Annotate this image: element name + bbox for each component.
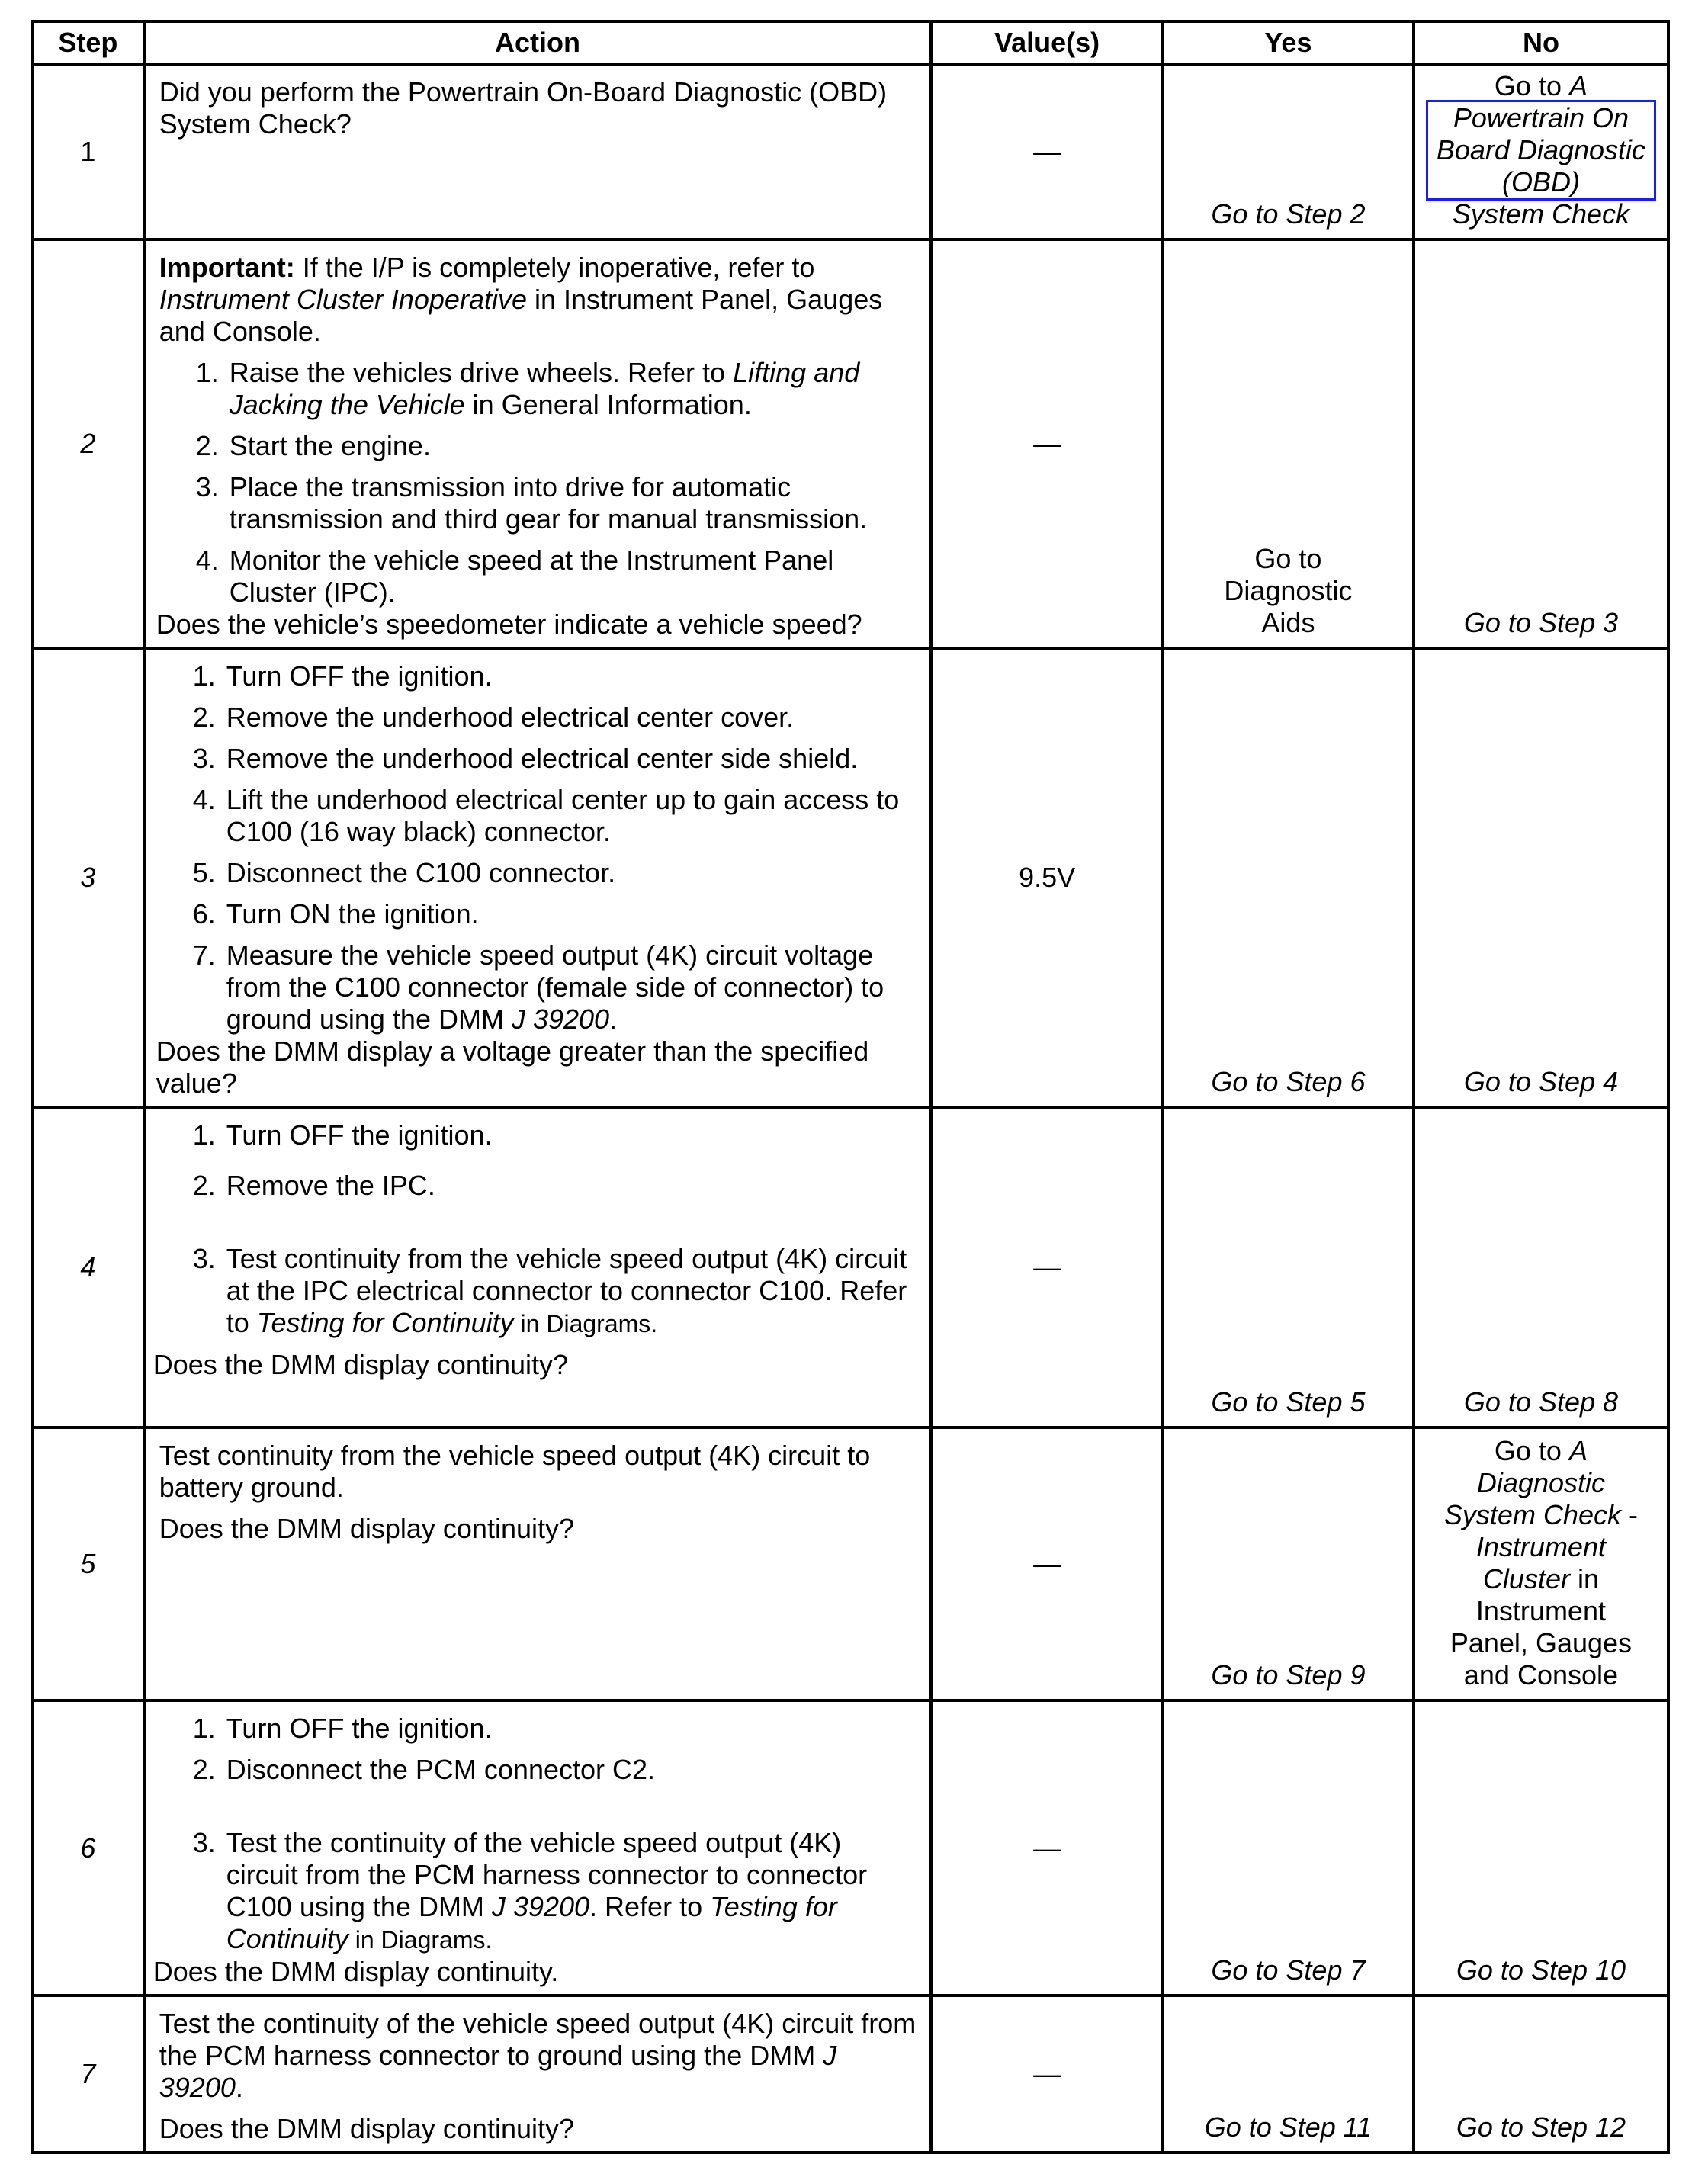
goto-step-link[interactable]: Go to Step 7 <box>1211 1954 1366 1986</box>
step-text: Raise the vehicles drive wheels. Refer to <box>229 357 734 388</box>
no-cell <box>1414 64 1668 239</box>
yes-cell <box>1163 648 1414 1107</box>
procedure-list <box>159 1713 920 1956</box>
header-row <box>32 21 1668 64</box>
no-cell <box>1414 239 1668 648</box>
procedure-list <box>159 357 920 608</box>
diagnostic-system-check-link[interactable]: Diagnostic System Check <box>1443 1467 1621 1530</box>
goto-step-link[interactable]: Go to Step 6 <box>1211 1066 1366 1097</box>
table-row <box>32 1700 1668 1996</box>
step-number: 5 <box>32 1427 144 1700</box>
goto-step-link[interactable]: Go to Step 3 <box>1463 607 1619 638</box>
yes-cell <box>1163 64 1414 239</box>
testing-for-continuity-link[interactable]: Testing for Continuity <box>256 1307 514 1338</box>
lifting-jacking-link[interactable]: Lifting and Jacking the Vehicle <box>229 357 860 420</box>
procedure-step: 3. Place the transmission into drive for automatic transmission and third gear for manual transmission. <box>226 471 920 535</box>
procedure-step <box>223 1243 920 1340</box>
procedure-step <box>223 939 920 1036</box>
procedure-step: 2. Disconnect the PCM connector C2. <box>223 1754 920 1786</box>
important-text: If the I/P is completely inoperative, refer to <box>294 252 815 283</box>
goto-step-link[interactable]: Go to Step 11 <box>1204 2111 1372 2143</box>
no-cell <box>1414 1107 1668 1427</box>
goto-step-link[interactable]: Go to Step 10 <box>1456 1954 1626 1986</box>
yes-cell <box>1163 1996 1414 2153</box>
tool-reference: J 39200 <box>511 1003 610 1035</box>
step-number: 2 <box>32 239 144 648</box>
goto-article: A <box>1568 70 1588 101</box>
table-row <box>32 1996 1668 2153</box>
goto-prefix: Go to <box>1494 1435 1569 1466</box>
goto-step-link[interactable]: Go to Step 4 <box>1463 1066 1619 1097</box>
action-question: Does the DMM display a voltage greater than the specified value? <box>156 1036 869 1099</box>
action-cell <box>144 648 932 1107</box>
step-number: 4 <box>32 1107 144 1427</box>
obd-system-check-link[interactable]: Powertrain On Board Diagnostic (OBD) <box>1428 102 1654 198</box>
procedure-step: 1. Turn OFF the ignition. <box>223 660 920 692</box>
table-row <box>32 1107 1668 1427</box>
value-cell: — <box>931 1700 1163 1996</box>
value-cell: — <box>931 1427 1163 1700</box>
table-row <box>32 239 1668 648</box>
goto-step-link[interactable]: Go to Step 2 <box>1211 198 1366 230</box>
value-cell: — <box>931 64 1163 239</box>
procedure-list <box>159 660 920 1036</box>
important-tail: in Instrument Panel, Gauges and Console. <box>159 284 883 347</box>
goto-suffix: System Check <box>1452 198 1629 230</box>
step-text: Test continuity from the vehicle speed output (4K) circuit at the IPC electrical connector to connector C100. Refer to <box>226 1243 907 1338</box>
yes-cell <box>1163 1107 1414 1427</box>
important-label: Important: <box>159 252 295 283</box>
step-mid: . Refer to <box>589 1891 711 1922</box>
important-note <box>159 252 920 348</box>
action-question: Does the DMM display continuity? <box>152 1349 569 1380</box>
action-question: Does the DMM display continuity? <box>159 1513 575 1544</box>
procedure-step: 5. Disconnect the C100 connector. <box>223 857 920 889</box>
header-step: Step <box>32 21 144 64</box>
value-cell: 9.5V <box>931 648 1163 1107</box>
step-tail: in Diagrams. <box>513 1310 658 1337</box>
procedure-step: 4. Monitor the vehicle speed at the Instrument Panel Cluster (IPC). <box>226 544 920 608</box>
action-cell <box>144 1427 932 1700</box>
header-yes: Yes <box>1163 21 1414 64</box>
tool-reference: J 39200 <box>491 1891 590 1922</box>
action-question: Does the DMM display continuity? <box>159 2113 575 2144</box>
procedure-step: 1. Turn OFF the ignition. <box>223 1119 920 1151</box>
action-question: Did you perform the Powertrain On-Board Diagnostic (OBD) System Check? <box>159 76 888 140</box>
procedure-step: 3. Remove the underhood electrical center side shield. <box>223 743 920 775</box>
yes-cell <box>1163 1427 1414 1700</box>
procedure-step: 2. Remove the IPC. <box>223 1170 920 1202</box>
action-question: Does the vehicle’s speedometer indicate a vehicle speed? <box>156 608 862 640</box>
procedure-step <box>223 1827 920 1956</box>
procedure-step <box>226 357 920 421</box>
action-text <box>159 2008 920 2104</box>
yes-cell <box>1163 1700 1414 1996</box>
action-text-body: Test the continuity of the vehicle speed output (4K) circuit from the PCM harness connector to ground using the DMM <box>159 2008 917 2071</box>
step-number: 6 <box>32 1700 144 1996</box>
step-number: 7 <box>32 1996 144 2153</box>
testing-for-continuity-link[interactable]: Testing for Continuity <box>226 1891 837 1954</box>
header-action: Action <box>144 21 932 64</box>
no-cell <box>1414 1996 1668 2153</box>
yes-cell <box>1163 239 1414 648</box>
action-cell <box>144 1107 932 1427</box>
value-cell: — <box>931 1996 1163 2153</box>
procedure-step: 4. Lift the underhood electrical center up to gain access to C100 (16 way black) connector. <box>223 784 920 848</box>
no-cell <box>1414 648 1668 1107</box>
instrument-cluster-link[interactable]: Instrument Cluster <box>1475 1531 1606 1594</box>
step-tail: in Diagrams. <box>348 1926 493 1954</box>
action-text-tail: . <box>235 2072 243 2103</box>
header-value: Value(s) <box>931 21 1163 64</box>
goto-step-link[interactable]: Go to Step 9 <box>1211 1659 1366 1691</box>
table-row <box>32 64 1668 239</box>
no-cell <box>1414 1700 1668 1996</box>
diagnostic-table <box>30 20 1670 2154</box>
step-number: 1 <box>32 64 144 239</box>
tool-reference: J 39200 <box>159 2040 837 2103</box>
table-row <box>32 1427 1668 1700</box>
no-cell <box>1414 1427 1668 1700</box>
procedure-step: 6. Turn ON the ignition. <box>223 898 920 930</box>
goto-prefix: Go to <box>1494 70 1569 101</box>
goto-step-link[interactable]: Go to Step 8 <box>1463 1386 1619 1418</box>
instrument-cluster-inoperative-link[interactable]: Instrument Cluster Inoperative <box>159 284 527 315</box>
goto-suffix: in Instrument Panel, Gauges and Console <box>1450 1563 1633 1691</box>
step-number: 3 <box>32 648 144 1107</box>
step-tail: . <box>609 1003 618 1035</box>
value-cell: — <box>931 239 1163 648</box>
table-row <box>32 648 1668 1107</box>
step-text: Test the continuity of the vehicle speed output (4K) circuit from the PCM harness connector to connector C100 using the DMM <box>226 1827 868 1922</box>
action-cell <box>144 1996 932 2153</box>
goto-step-link[interactable]: Go to Step 5 <box>1211 1386 1366 1418</box>
goto-step-link[interactable]: Go to Step 12 <box>1456 2111 1626 2143</box>
header-no: No <box>1414 21 1668 64</box>
procedure-step: 1. Turn OFF the ignition. <box>223 1713 920 1745</box>
action-text: Test continuity from the vehicle speed output (4K) circuit to battery ground. <box>159 1440 871 1503</box>
goto-dash: - <box>1620 1499 1638 1530</box>
step-tail: in General Information. <box>464 389 752 420</box>
diagnostic-aids-link[interactable]: Go to Diagnostic Aids <box>1224 543 1353 638</box>
action-cell <box>144 1700 932 1996</box>
procedure-step: 2. Start the engine. <box>226 430 920 462</box>
procedure-list <box>159 1119 920 1340</box>
action-cell <box>144 64 932 239</box>
action-question: Does the DMM display continuity. <box>152 1956 559 1987</box>
value-cell: — <box>931 1107 1163 1427</box>
step-text: Measure the vehicle speed output (4K) circuit voltage from the C100 connector (female side of connector) to ground using the DMM <box>226 939 884 1035</box>
procedure-step: 2. Remove the underhood electrical center cover. <box>223 702 920 734</box>
goto-article: A <box>1568 1435 1588 1466</box>
action-cell <box>144 239 932 648</box>
